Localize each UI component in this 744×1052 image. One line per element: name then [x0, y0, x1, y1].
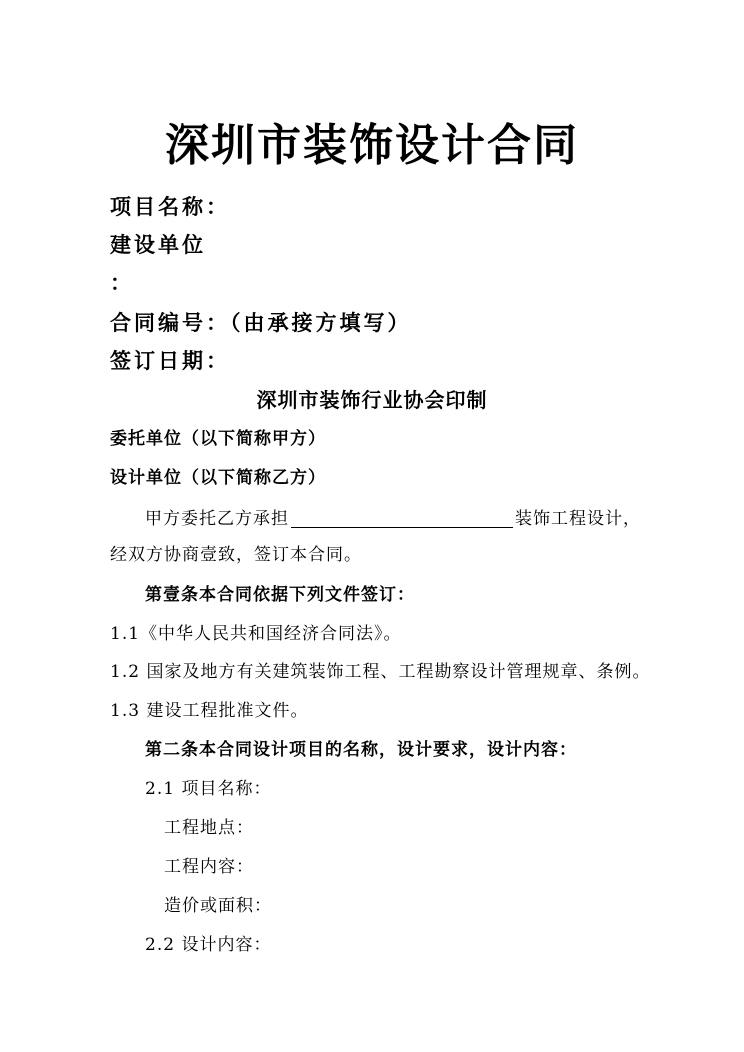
- publisher-line: 深圳市装饰行业协会印制: [256, 388, 488, 412]
- sub-item: 造价或面积：: [164, 896, 272, 916]
- intro-line-2: 经双方协商壹致，签订本合同。: [110, 545, 362, 565]
- sub-item: 工程地点：: [164, 818, 254, 838]
- project-name-label: 项目名称：: [110, 194, 230, 219]
- intro-paragraph: [145, 509, 641, 528]
- sub-item: 工程内容：: [164, 857, 254, 877]
- article-1-item: 1.2 国家及地方有关建筑装饰工程、工程勘察设计管理规章、条例。: [110, 662, 651, 682]
- item-2-2: 2.2 设计内容：: [145, 935, 272, 955]
- document-title: 深圳市装饰设计合同: [165, 120, 579, 171]
- project-blank-line: [291, 509, 513, 528]
- article-2-heading: 第二条本合同设计项目的名称，设计要求，设计内容：: [145, 740, 577, 760]
- party-a-line: 委托单位（以下简称甲方）: [110, 429, 326, 449]
- contract-number-label: 合同编号：（由承接方填写）: [110, 310, 412, 335]
- sign-date-label: 签订日期：: [110, 348, 230, 373]
- article-1-item: 1.3 建设工程批准文件。: [110, 701, 309, 721]
- item-2-1: 2.1 项目名称：: [145, 779, 272, 799]
- intro-suffix: 装饰工程设计，: [515, 509, 641, 529]
- builder-unit-colon: ：: [110, 270, 134, 295]
- builder-unit-label: 建设单位: [110, 232, 206, 257]
- article-1-heading: 第壹条本合同依据下列文件签订：: [145, 585, 415, 605]
- party-b-line: 设计单位（以下简称乙方）: [110, 468, 326, 488]
- article-1-item: 1.1《中华人民共和国经济合同法》。: [110, 624, 402, 644]
- intro-prefix: 甲方委托乙方承担: [145, 509, 289, 529]
